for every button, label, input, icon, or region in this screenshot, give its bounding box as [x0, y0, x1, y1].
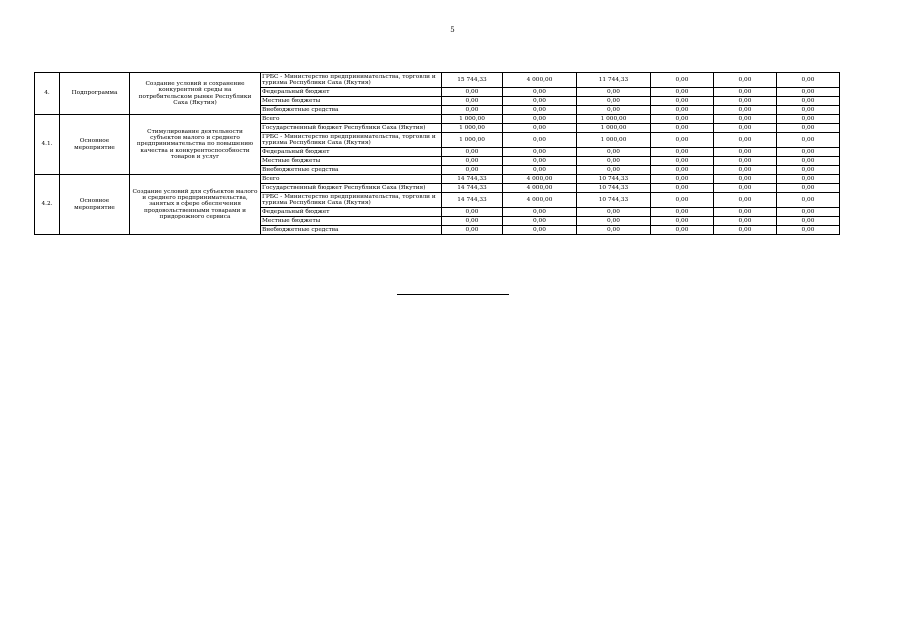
amount-cell: 0,00: [714, 97, 777, 106]
amount-cell: 1 000,00: [577, 115, 651, 124]
amount-cell: 0,00: [777, 193, 840, 208]
amount-cell: 4 000,00: [503, 184, 577, 193]
table-row: [35, 175, 840, 184]
amount-cell: 0,00: [503, 208, 577, 217]
amount-cell: 0,00: [651, 88, 714, 97]
funding-source: Государственный бюджет Республики Саха (Якутия): [261, 124, 442, 133]
amount-cell: 1 000,00: [442, 115, 503, 124]
amount-cell: 0,00: [651, 226, 714, 235]
amount-cell: 14 744,33: [442, 175, 503, 184]
funding-source: Всего: [261, 115, 442, 124]
amount-cell: 0,00: [651, 217, 714, 226]
item-description: Создание условий и сохранение конкурентной среды на потребительском рынке Республики Саха (Якутия): [130, 73, 261, 115]
row-index: 4.1.: [35, 115, 60, 175]
amount-cell: 0,00: [577, 208, 651, 217]
amount-cell: 0,00: [714, 73, 777, 88]
amount-cell: 0,00: [714, 148, 777, 157]
table-row: [35, 115, 840, 124]
funding-source: Федеральный бюджет: [261, 208, 442, 217]
amount-cell: 1 000,00: [577, 133, 651, 148]
amount-cell: 0,00: [442, 148, 503, 157]
amount-cell: 0,00: [777, 184, 840, 193]
funding-source: Федеральный бюджет: [261, 148, 442, 157]
amount-cell: 0,00: [777, 88, 840, 97]
amount-cell: 0,00: [651, 193, 714, 208]
page-number: 5: [450, 26, 455, 34]
amount-cell: 0,00: [442, 226, 503, 235]
amount-cell: 0,00: [577, 97, 651, 106]
funding-source: Местные бюджеты: [261, 217, 442, 226]
amount-cell: 0,00: [651, 148, 714, 157]
amount-cell: 0,00: [503, 157, 577, 166]
amount-cell: 0,00: [777, 217, 840, 226]
amount-cell: 0,00: [651, 97, 714, 106]
amount-cell: 0,00: [777, 133, 840, 148]
amount-cell: 10 744,33: [577, 193, 651, 208]
funding-source: Местные бюджеты: [261, 157, 442, 166]
amount-cell: 1 000,00: [442, 124, 503, 133]
amount-cell: 14 744,33: [442, 184, 503, 193]
amount-cell: 0,00: [503, 133, 577, 148]
table-row: [35, 73, 840, 88]
amount-cell: 0,00: [503, 106, 577, 115]
amount-cell: 0,00: [777, 73, 840, 88]
amount-cell: 0,00: [777, 148, 840, 157]
amount-cell: 0,00: [714, 106, 777, 115]
amount-cell: 0,00: [442, 106, 503, 115]
amount-cell: 0,00: [714, 217, 777, 226]
item-description: Стимулирование деятельности субъектов малого и среднего предпринимательства по повышению качества и конкурентоспособности товаров и услуг: [130, 115, 261, 175]
amount-cell: 1 000,00: [577, 124, 651, 133]
amount-cell: 0,00: [651, 157, 714, 166]
amount-cell: 15 744,33: [442, 73, 503, 88]
funding-source: ГРБС - Министерство предпринимательства, торговли и туризма Республики Саха (Якутия): [261, 133, 442, 148]
amount-cell: 0,00: [651, 175, 714, 184]
amount-cell: 0,00: [442, 217, 503, 226]
table-body: [35, 73, 840, 235]
amount-cell: 10 744,33: [577, 175, 651, 184]
amount-cell: 0,00: [442, 88, 503, 97]
amount-cell: 0,00: [714, 157, 777, 166]
item-description: Создание условий для субъектов малого и среднего предпринимательства, занятых в сфере обеспечения продовольственными товарами и придорожного сервиса: [130, 175, 261, 235]
amount-cell: 0,00: [651, 184, 714, 193]
amount-cell: 0,00: [714, 226, 777, 235]
amount-cell: 0,00: [777, 106, 840, 115]
amount-cell: 0,00: [651, 166, 714, 175]
amount-cell: 0,00: [651, 133, 714, 148]
amount-cell: 0,00: [714, 124, 777, 133]
amount-cell: 11 744,33: [577, 73, 651, 88]
amount-cell: 0,00: [714, 193, 777, 208]
amount-cell: 0,00: [651, 73, 714, 88]
amount-cell: 0,00: [503, 124, 577, 133]
funding-source: ГРБС - Министерство предпринимательства, торговли и туризма Республики Саха (Якутия): [261, 73, 442, 88]
amount-cell: 0,00: [577, 88, 651, 97]
amount-cell: 0,00: [503, 115, 577, 124]
amount-cell: 0,00: [777, 175, 840, 184]
amount-cell: 0,00: [714, 133, 777, 148]
amount-cell: 0,00: [714, 88, 777, 97]
amount-cell: 4 000,00: [503, 175, 577, 184]
amount-cell: 0,00: [777, 208, 840, 217]
amount-cell: 1 000,00: [442, 133, 503, 148]
amount-cell: 0,00: [442, 97, 503, 106]
amount-cell: 0,00: [503, 148, 577, 157]
funding-source: Федеральный бюджет: [261, 88, 442, 97]
funding-source: Внебюджетные средства: [261, 106, 442, 115]
funding-source: Внебюджетные средства: [261, 226, 442, 235]
funding-source: Местные бюджеты: [261, 97, 442, 106]
item-kind: Основное мероприятие: [60, 175, 130, 235]
amount-cell: 0,00: [651, 106, 714, 115]
amount-cell: 0,00: [777, 166, 840, 175]
amount-cell: 0,00: [714, 166, 777, 175]
amount-cell: 0,00: [777, 157, 840, 166]
amount-cell: 0,00: [714, 184, 777, 193]
amount-cell: 0,00: [577, 157, 651, 166]
amount-cell: 0,00: [503, 226, 577, 235]
amount-cell: 4 000,00: [503, 193, 577, 208]
funding-source: Всего: [261, 175, 442, 184]
funding-source: Внебюджетные средства: [261, 166, 442, 175]
amount-cell: 0,00: [577, 106, 651, 115]
amount-cell: 0,00: [503, 217, 577, 226]
amount-cell: 0,00: [651, 208, 714, 217]
amount-cell: 0,00: [442, 208, 503, 217]
amount-cell: 0,00: [777, 97, 840, 106]
amount-cell: 0,00: [777, 115, 840, 124]
amount-cell: 0,00: [714, 208, 777, 217]
row-index: 4.: [35, 73, 60, 115]
item-kind: Подпрограмма: [60, 73, 130, 115]
amount-cell: 0,00: [651, 115, 714, 124]
amount-cell: 4 000,00: [503, 73, 577, 88]
amount-cell: 0,00: [577, 217, 651, 226]
amount-cell: 10 744,33: [577, 184, 651, 193]
amount-cell: 0,00: [577, 166, 651, 175]
amount-cell: 0,00: [714, 175, 777, 184]
amount-cell: 0,00: [442, 157, 503, 166]
amount-cell: 0,00: [577, 148, 651, 157]
amount-cell: 0,00: [503, 166, 577, 175]
amount-cell: 0,00: [777, 226, 840, 235]
amount-cell: 0,00: [503, 97, 577, 106]
amount-cell: 0,00: [577, 226, 651, 235]
funding-source: Государственный бюджет Республики Саха (Якутия): [261, 184, 442, 193]
funding-source: ГРБС - Министерство предпринимательства, торговли и туризма Республики Саха (Якутия): [261, 193, 442, 208]
budget-table: [34, 72, 840, 235]
amount-cell: 0,00: [777, 124, 840, 133]
row-index: 4.2.: [35, 175, 60, 235]
amount-cell: 0,00: [442, 166, 503, 175]
amount-cell: 14 744,33: [442, 193, 503, 208]
item-kind: Основное мероприятие: [60, 115, 130, 175]
amount-cell: 0,00: [714, 115, 777, 124]
amount-cell: 0,00: [503, 88, 577, 97]
end-rule: [397, 294, 509, 295]
amount-cell: 0,00: [651, 124, 714, 133]
